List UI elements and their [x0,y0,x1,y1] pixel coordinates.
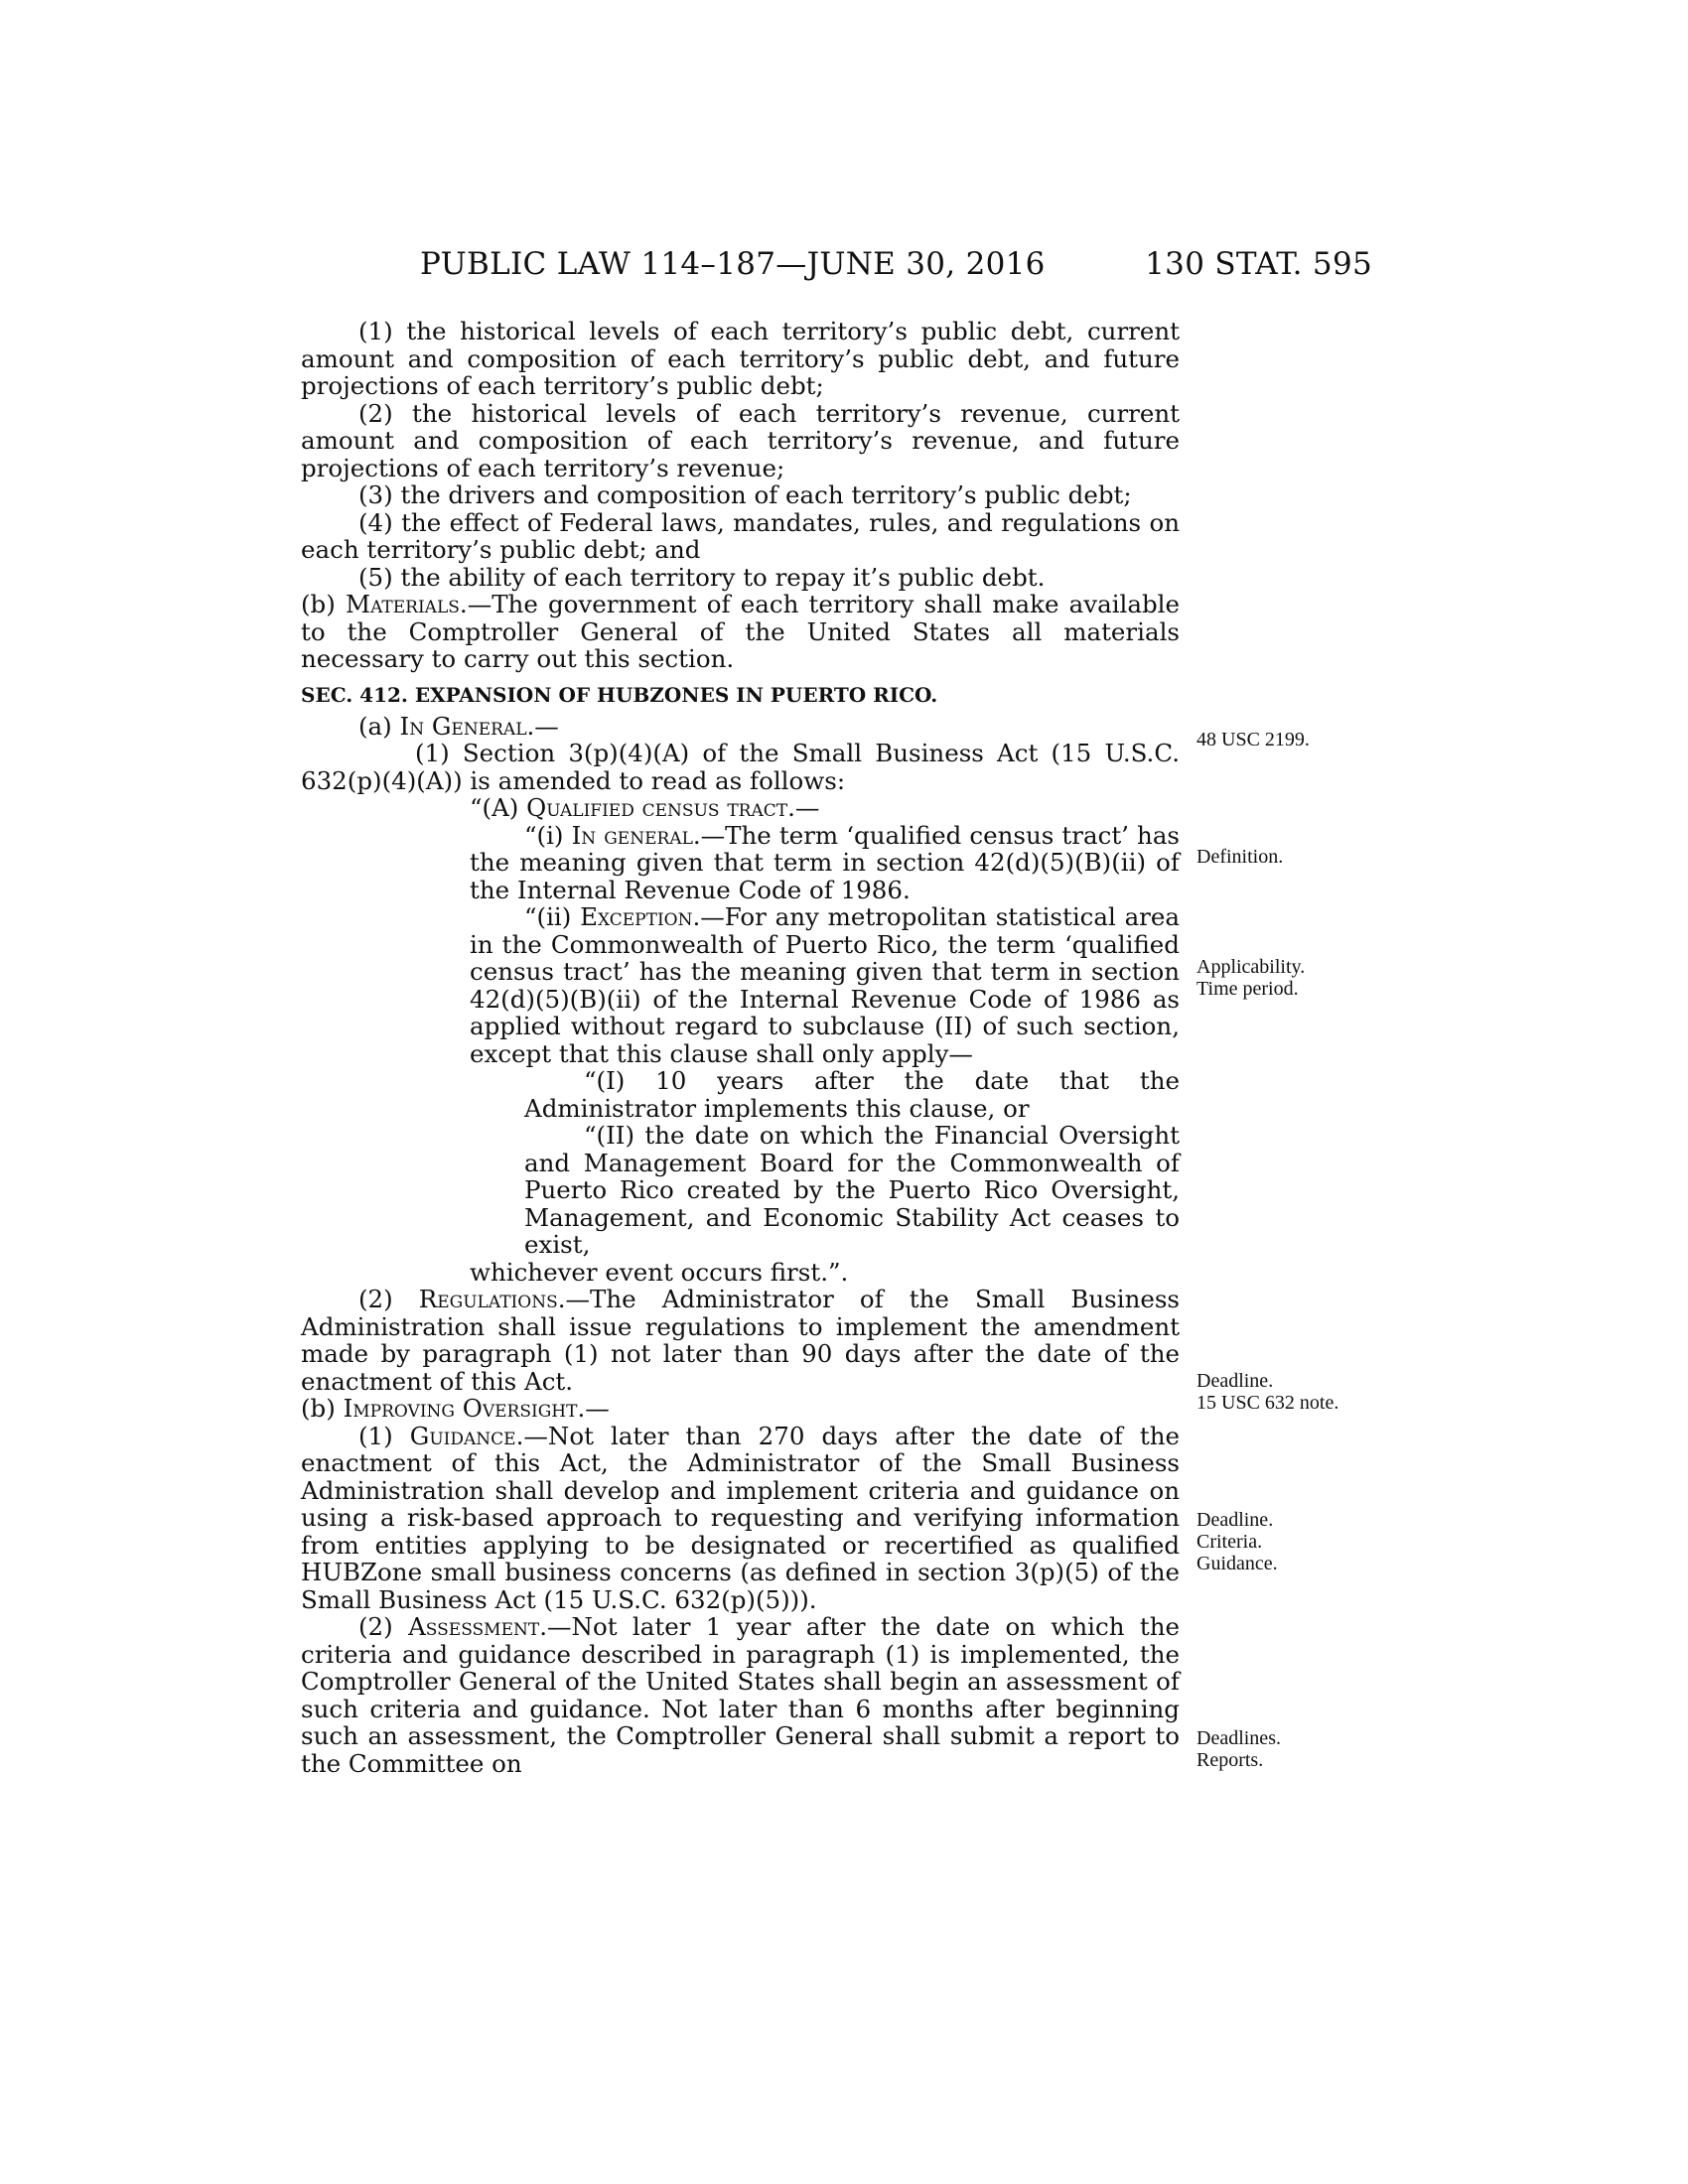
page-number: 130 STAT. 595 [1145,246,1372,282]
paragraph-2: (2) the historical levels of each territory’s revenue, current amount and composition of each territory’s revenue, and future projections of each territory’s revenue; [301,398,1180,482]
clause-i-in-general: “(i) In general.—The term ‘qualified census tract’ has the meaning given that term in section 42(d)(5)(B)(ii) of the Internal Revenue Code of 1986. [470,820,1181,904]
margin-note-applicability: Applicability. [1196,956,1306,978]
paragraph-a2-regulations: (2) Regulations.—The Administrator of the Small Business Administration shall issue regulations to implement the amendment made by paragraph (1) not later than 90 days after the date of the enactment of this Act. [301,1285,1180,1396]
paragraph-1: (1) the historical levels of each territory’s public debt, current amount and composition of each territory’s public debt, and future projections of each territory’s public debt; [301,317,1180,400]
subsection-b-materials: (b) Materials.—The government of each territory shall make available to the Comptroller General of the United States all materials necessary to carry out this section. [301,590,1180,673]
paragraph-4: (4) the effect of Federal laws, mandates, rules, and regulations on each territory’s public debt; and [301,507,1180,564]
margin-note-reports: Reports. [1196,1749,1264,1771]
running-header-title: PUBLIC LAW 114–187—JUNE 30, 2016 [420,246,1046,282]
margin-note-usc-2199: 48 USC 2199. [1196,729,1310,751]
margin-note-guidance: Guidance. [1196,1553,1278,1574]
document-body [301,318,1180,1777]
whichever-clause: whichever event occurs first.”. [470,1257,849,1287]
margin-note-criteria: Criteria. [1196,1531,1263,1553]
paragraph-a1: (1) Section 3(p)(4)(A) of the Small Business Act (15 U.S.C. 632(p)(4)(A)) is amended to read as follows: [301,739,1180,795]
margin-note-15-usc-632: 15 USC 632 note. [1196,1392,1339,1414]
paragraph-3: (3) the drivers and composition of each territory’s public debt; [358,480,1132,509]
subsection-b-improving-oversight: (b) Improving Oversight.— [301,1394,610,1423]
section-heading: SEC. 412. EXPANSION OF HUBZONES IN PUERTO RICO. [301,682,938,707]
subsection-a-heading: (a) In General.— [358,711,559,741]
clause-ii-exception: “(ii) Exception.—For any metropolitan statistical area in the Commonwealth of Puerto Rico, the term ‘qualified census tract’ has the meaning given that term in section 42(d)(5)(B)(ii) of the Internal Revenue Code of 1986 as applied without regard to subclause (II) of such section, except that this clause shall only apply— [470,902,1180,1068]
margin-note-deadline: Deadline. [1196,1370,1274,1392]
qualified-census-tract-heading: “(A) Qualified census tract.— [470,793,820,822]
paragraph-b1-guidance: (1) Guidance.—Not later than 270 days after the date of the enactment of this Act, the Administrator of the Small Business Administration shall develop and implement criteria and guidance on using a risk-based approach to requesting and verifying information from entities applying to be designated or recertified as qualified HUBZone small business concerns (as defined in section 3(p)(5) of the Small Business Act (15 U.S.C. 632(p)(5))). [301,1421,1180,1614]
subclause-II: “(II) the date on which the Financial Oversight and Management Board for the Commonwealth of Puerto Rico created by the Puerto Rico Oversight, Management, and Economic Stability Act ceases to exist, [524,1121,1180,1259]
margin-note-definition: Definition. [1196,846,1284,868]
paragraph-b2-assessment: (2) Assessment.—Not later 1 year after the date on which the criteria and guidance described in paragraph (1) is implemented, the Comptroller General of the United States shall begin an assessment of such criteria and guidance. Not later than 6 months after beginning such an assessment, the Comptroller General shall submit a report to the Committee on [301,1612,1180,1778]
margin-note-deadline-2: Deadline. [1196,1509,1274,1531]
paragraph-5: (5) the ability of each territory to repay it’s public debt. [358,562,1046,592]
subclause-I: “(I) 10 years after the date that the Administrator implements this clause, or [524,1066,1180,1123]
margin-note-time-period: Time period. [1196,978,1299,1000]
margin-note-deadlines: Deadlines. [1196,1727,1281,1749]
